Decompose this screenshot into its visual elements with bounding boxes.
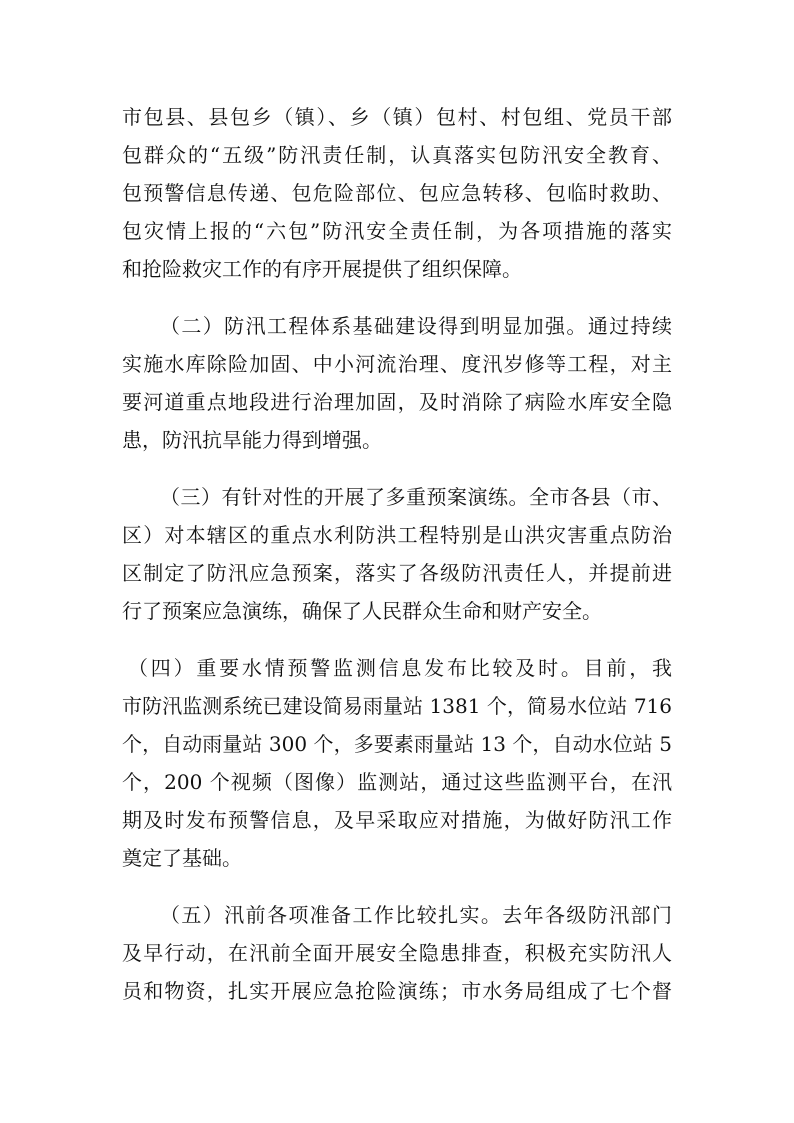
- paragraph-section-4: [122, 649, 672, 877]
- document-body: [122, 98, 672, 1029]
- text-line: 奠定了基础。: [122, 846, 242, 870]
- text-line: 患，防汛抗旱能力得到增强。: [122, 428, 382, 452]
- text-line: 要河道重点地段进行治理加固，及时消除了病险水库安全隐: [122, 390, 672, 414]
- text-line: 行了预案应急演练，确保了人民群众生命和财产安全。: [122, 599, 602, 623]
- text-line: 期及时发布预警信息，及早采取应对措施，为做好防汛工作: [122, 808, 672, 832]
- section-heading-line: （三）有针对性的开展了多重预案演练。全市各县（市、: [160, 485, 672, 509]
- text-line: 及早行动，在汛前全面开展安全隐患排查，积极充实防汛人: [122, 941, 672, 965]
- text-line: 个，自动雨量站 300 个，多要素雨量站 13 个，自动水位站 5: [122, 732, 672, 756]
- text-line: 个，200 个视频（图像）监测站，通过这些监测平台，在汛: [122, 770, 672, 794]
- paragraph-responsibility: [122, 98, 672, 288]
- text-line: 区）对本辖区的重点水利防洪工程特别是山洪灾害重点防治: [122, 523, 672, 547]
- text-line: 实施水库除险加固、中小河流治理、度汛岁修等工程，对主: [122, 352, 672, 376]
- text-line: 区制定了防汛应急预案，落实了各级防汛责任人，并提前进: [122, 561, 672, 585]
- text-line: 包预警信息传递、包危险部位、包应急转移、包临时救助、: [122, 181, 672, 205]
- paragraph-section-5: [122, 896, 672, 1010]
- text-line: 市包县、县包乡（镇）、乡（镇）包村、村包组、党员干部: [122, 105, 672, 129]
- text-line: 包群众的“五级”防汛责任制，认真落实包防汛安全教育、: [122, 143, 672, 167]
- text-line: 员和物资，扎实开展应急抢险演练；市水务局组成了七个督: [122, 979, 672, 1003]
- text-line: 包灾情上报的“六包”防汛安全责任制，为各项措施的落实: [122, 219, 672, 243]
- section-heading-line: （二）防汛工程体系基础建设得到明显加强。通过持续: [160, 314, 672, 338]
- text-line: 市防汛监测系统已建设简易雨量站 1381 个，简易水位站 716: [122, 694, 672, 718]
- text-line: 和抢险救灾工作的有序开展提供了组织保障。: [122, 257, 522, 281]
- paragraph-section-3: [122, 478, 672, 630]
- paragraph-section-2: [122, 307, 672, 459]
- section-heading-line: （五）汛前各项准备工作比较扎实。去年各级防汛部门: [160, 903, 672, 927]
- section-heading-line: （四）重要水情预警监测信息发布比较及时。目前，我: [128, 656, 672, 680]
